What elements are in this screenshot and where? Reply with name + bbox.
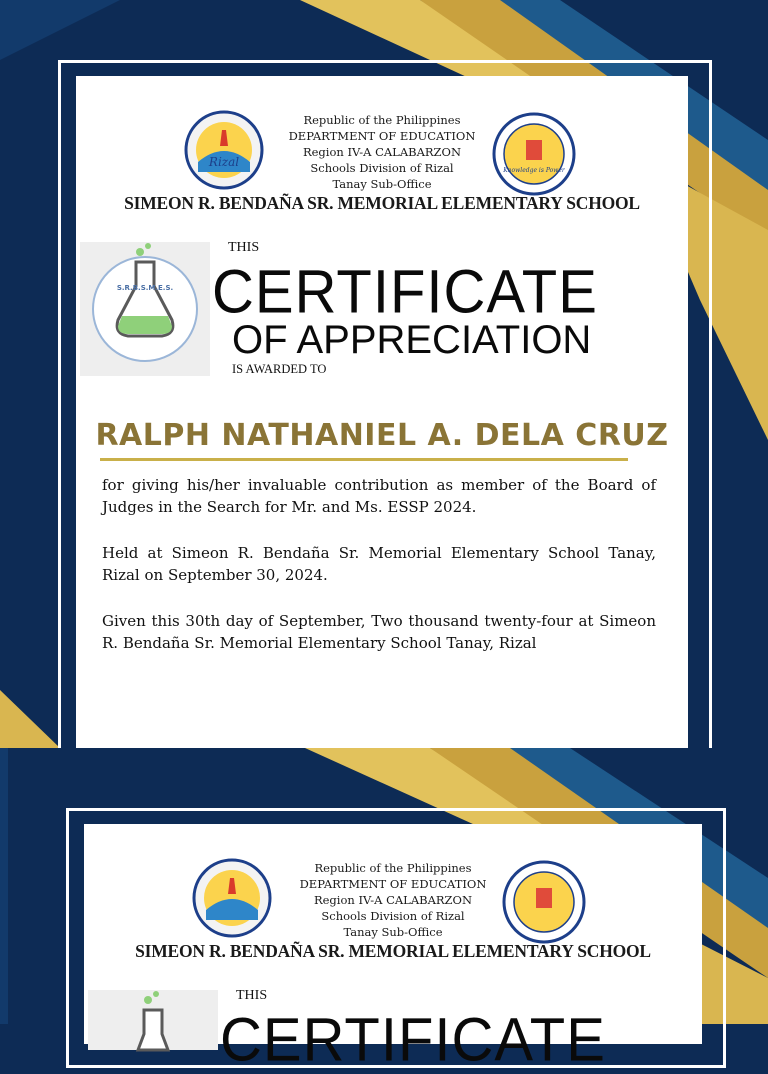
body-paragraph-2: Held at Simeon R. Bendaña Sr. Memorial Elementary School Tanay, Rizal on September 30, 2024. xyxy=(102,544,656,584)
header-line-1: Republic of the Philippines xyxy=(303,113,461,127)
svg-text:Knowledge is Power: Knowledge is Power xyxy=(503,167,565,174)
svg-text:S.R.B.S.M.E.S.: S.R.B.S.M.E.S. xyxy=(116,284,174,292)
body-paragraph-1: for giving his/her invaluable contribution as member of the Board of Judges in the Search for Mr. and Ms. ESSP 2024. xyxy=(102,476,656,516)
header-line-3: Region IV-A CALABARZON xyxy=(302,145,462,159)
school-name-2: SIMEON R. BENDAÑA SR. MEMORIAL ELEMENTARY SCHOOL xyxy=(135,941,651,961)
header-line-2: DEPARTMENT OF EDUCATION xyxy=(288,129,476,143)
certificate-subtitle: OF APPRECIATION xyxy=(232,318,592,362)
header-line-1: Republic of the Philippines xyxy=(314,861,472,875)
science-program-logo-icon-2 xyxy=(88,990,218,1050)
school-name: SIMEON R. BENDAÑA SR. MEMORIAL ELEMENTARY SCHOOL xyxy=(124,193,640,213)
svg-text:Rizal: Rizal xyxy=(208,155,240,169)
header-line-4: Schools Division of Rizal xyxy=(321,909,465,923)
body-paragraph-3: Given this 30th day of September, Two thousand twenty-four at Simeon R. Bendaña Sr. Memorial Elementary School Tanay, Rizal xyxy=(102,612,656,652)
issuer-header-2 xyxy=(84,860,702,940)
recipient-name: RALPH NATHANIEL A. DELA CRUZ xyxy=(95,418,669,453)
certificate-title-2: CERTIFICATE xyxy=(220,1005,606,1074)
header-line-3: Region IV-A CALABARZON xyxy=(313,893,473,907)
certificate-page-2 xyxy=(0,748,768,1074)
header-line-4: Schools Division of Rizal xyxy=(310,161,454,175)
name-underline xyxy=(100,458,628,461)
awarded-to-label: IS AWARDED TO xyxy=(232,362,327,376)
header-line-2: DEPARTMENT OF EDUCATION xyxy=(299,877,487,891)
issuer-header xyxy=(76,112,688,192)
header-line-5: Tanay Sub-Office xyxy=(332,177,432,191)
science-program-logo-icon xyxy=(80,242,210,376)
certificate-title: CERTIFICATE xyxy=(212,257,598,327)
title-this: THIS xyxy=(228,240,260,255)
school-seal-icon xyxy=(492,112,576,196)
certificate-card xyxy=(76,76,688,766)
title-this-2: THIS xyxy=(236,988,268,1003)
certificate-card-2 xyxy=(84,824,702,1074)
header-line-5: Tanay Sub-Office xyxy=(343,925,443,939)
school-seal-icon-2 xyxy=(502,860,586,944)
